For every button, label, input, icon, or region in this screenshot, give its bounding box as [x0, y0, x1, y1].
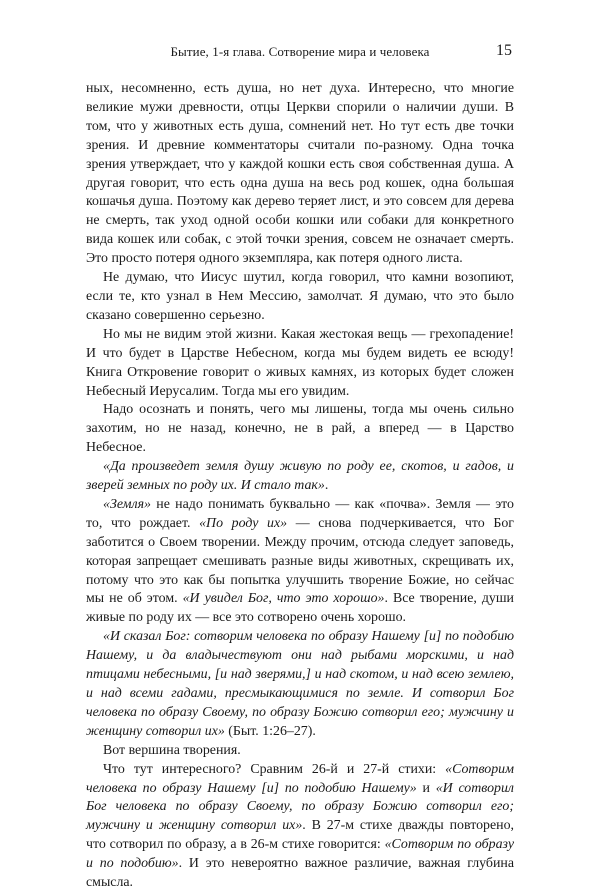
- scripture-quote: «Да произведет земля душу живую по роду ее, скотов, и гадов, и зверей земных по роду их. И стало так»: [86, 459, 514, 494]
- paragraph-6: [86, 496, 514, 628]
- paragraph-text: . В 27-м стихе дважды повторено, что сотворил по образу, а в 26-м стихе говорится:: [86, 818, 514, 853]
- paragraph-text: . И это невероятно важное различие, важная глубина смысла.: [86, 856, 514, 891]
- scripture-quote: «Сотворим человека по образу Нашему [и] по подобию Нашему»: [86, 761, 514, 796]
- paragraph-7-scripture-quote: [86, 628, 514, 741]
- paragraph-text: и: [416, 780, 436, 796]
- quoted-term: «По роду их»: [199, 515, 288, 531]
- scripture-quote: «И сказал Бог: сотворим человека по образу Нашему [и] по подобию Нашему, и да владычествуют они над рыбами морскими, и над птицами небесными, [и над зверями,] и над скотом, и над всею землею, и над всеми гадами, пресмыкающимися по земле. И сотворил Бог человека по образу Своему, по образу Божию сотворил его; мужчину и женщину сотворил их»: [86, 629, 514, 739]
- paragraph-1: ных, несомненно, есть душа, но нет духа. Интересно, что многие великие мужи древности, отцы Церкви спорили о наличии души. В том, что у животных есть душа, сомнений нет. Но тут есть две точки зрения. И древние комментаторы считали по-разному. Одна точка зрения утверждает, что у каждой кошки есть своя собственная душа. А другая говорит, что есть одна душа на весь род кошек, одна большая кошачья душа. Поэтому как дерево теряет лист, и это совсем для дерева не смерть, так уход одной особи кошки или собаки для конкретного вида кошек или собак, с этой точки зрения, совсем не означает смерть. Это просто потеря одного экземпляра, как потеря одного листа.: [86, 81, 514, 267]
- scripture-quote: «И сотворил Бог человека по образу Своему, по образу Божию сотворил его; мужчину и женщину сотворил их»: [86, 780, 514, 834]
- body-text: [86, 80, 514, 893]
- running-head: [88, 44, 512, 64]
- quoted-term: «Земля»: [103, 496, 151, 512]
- scripture-quote: «И увидел Бог, что это хорошо»: [182, 591, 385, 607]
- paragraph-4: Надо осознать и понять, чего мы лишены, тогда мы очень сильно захотим, но не назад, конечно, не в рай, а вперед — в Царство Небесное.: [86, 402, 514, 456]
- paragraph-5-scripture-quote: [86, 458, 514, 496]
- paragraph-3: Но мы не видим этой жизни. Какая жестокая вещь — грехопадение! И что будет в Царстве Небесном, когда мы будем видеть ее всюду! Книга Откровение говорит о живых камнях, из которых будет сложен Небесный Иерусалим. Тогда мы его увидим.: [86, 326, 514, 399]
- paragraph-text: Что тут интересного? Сравним 26-й и 27-й стихи:: [103, 761, 446, 777]
- scripture-quote: «Сотворим по образу и по подобию»: [86, 837, 515, 872]
- paragraph-text: .: [324, 478, 329, 494]
- paragraph-text: не надо понимать буквально — как «почва». Земля — это то, что рождает.: [86, 496, 514, 531]
- paragraph-text: — снова подчеркивается, что Бог заботится о Своем творении. Между прочим, отсюда следует заповедь, которая запрещает смешивать разные виды животных, скрещивать их, потому что это как бы попытка улучшить творение Божие, но сейчас мы не об этом.: [86, 515, 514, 607]
- scripture-reference: (Быт. 1:26–27).: [224, 723, 316, 739]
- paragraph-8: Вот вершина творения.: [103, 742, 241, 758]
- paragraph-9: [86, 761, 514, 893]
- page-number: 15: [496, 42, 512, 59]
- running-title: Бытие, 1-я глава. Сотворение мира и человека: [170, 44, 430, 59]
- paragraph-text: . Все творение, души живые по роду их — все это сотворено очень хорошо.: [86, 591, 514, 626]
- paragraph-2: Не думаю, что Иисус шутил, когда говорил, что камни возопиют, если те, кто узнал в Нем Мессию, замолчат. Я думаю, что это было сказано совершенно серьезно.: [86, 270, 514, 323]
